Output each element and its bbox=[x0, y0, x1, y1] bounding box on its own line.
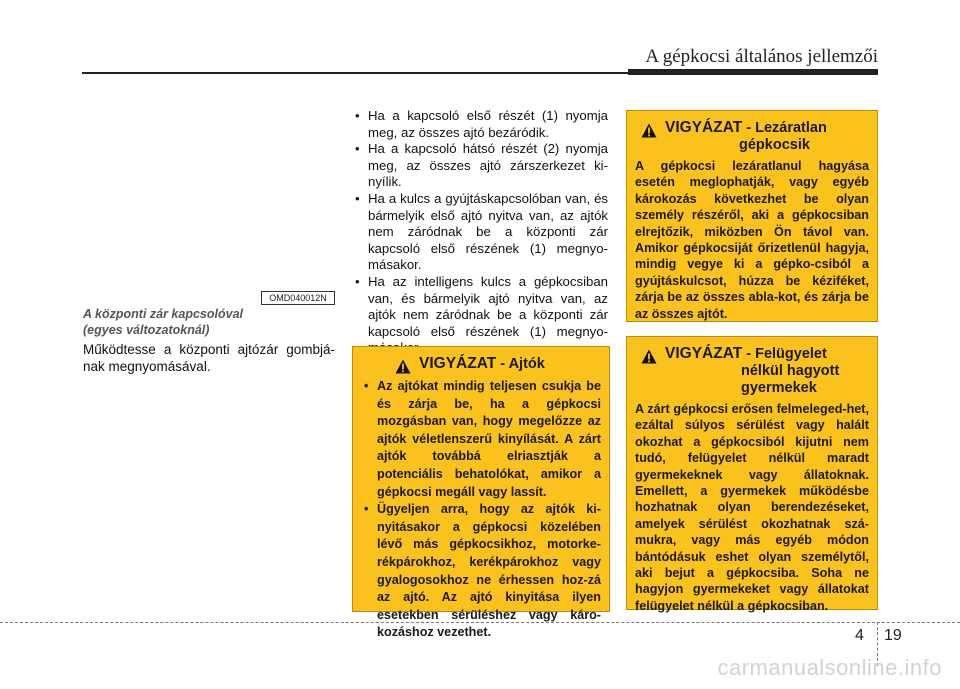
warning-triangle-icon bbox=[641, 123, 657, 138]
warning-box-unlocked-vehicles bbox=[626, 110, 878, 322]
list-item: • Ha a kapcsoló első részét (1) nyomja meg, az összes ajtó bezáródik. bbox=[352, 108, 608, 141]
warning-title-main: VIGYÁZAT bbox=[665, 345, 743, 362]
warning-title-sub2: nélkül hagyott bbox=[741, 363, 840, 379]
section-caption bbox=[83, 306, 333, 338]
warning-title-main: VIGYÁZAT bbox=[665, 119, 743, 136]
warning-title-main: VIGYÁZAT bbox=[419, 355, 497, 372]
caption-line-2: (egyes változatoknál) bbox=[83, 323, 210, 337]
list-item: • Ha a kulcs a gyújtáskapcsolóban van, és bármelyik első ajtó nyitva van, az ajtók nem záródnak be a központi zár kapcsoló első részének (1) megnyo-másakor. bbox=[352, 191, 608, 274]
watermark: carmanualsonline.info bbox=[717, 655, 942, 680]
warning-triangle-icon bbox=[395, 359, 411, 374]
warning-title-sub: - Lezáratlan bbox=[742, 120, 827, 136]
list-item: • Ha a kapcsoló hátsó részét (2) nyomja meg, az összes ajtó zárszerkezet ki-nyílik. bbox=[352, 141, 608, 191]
footer-rule bbox=[0, 622, 960, 623]
warning-list bbox=[361, 378, 601, 642]
list-item: • Ha az intelligens kulcs a gépkocsiban van, és bármelyik ajtó nyitva van, az ajtók nem záródnak be a központi zár kapcsoló első részének (1) megnyo- bbox=[352, 274, 608, 357]
warning-title-sub: - Felügyelet bbox=[742, 346, 827, 362]
warning-title bbox=[419, 355, 545, 373]
caption-line-1: A központi zár kapcsolóval bbox=[83, 307, 243, 321]
page-header-title: A gépkocsi általános jellemzői bbox=[645, 46, 878, 67]
warning-title bbox=[665, 119, 827, 154]
figure-code: OMD040012N bbox=[261, 291, 335, 305]
list-item: • Az ajtókat mindig teljesen csukja be és zárja be, ha a gépkocsi mozgásban van, hogy megelőzze az ajtók véletlenszerű kinyílását. A zárt ajtók továbbá elriasztják a potenciális behatolókat, amikor a gépkocsi megáll vagy lassít. bbox=[361, 378, 601, 501]
warning-header bbox=[635, 345, 869, 397]
chapter-number: 4 bbox=[855, 627, 864, 644]
warning-triangle-icon bbox=[641, 349, 657, 364]
warning-box-doors bbox=[352, 346, 610, 640]
warning-header bbox=[389, 355, 601, 374]
warning-title bbox=[665, 345, 839, 397]
instruction-list bbox=[352, 108, 608, 357]
warning-title-sub: - Ajtók bbox=[496, 356, 545, 372]
warning-text: A zárt gépkocsi erősen felmeleged-het, ezáltal súlyos sérülést vagy halált okozhat a gépkocsiból kijutni nem tudó, felügyelet nélkül maradt gyermekeknek vagy állatoknak. Emellett, a gyermekek működésbe hozhatnak olyan berendezéseket, amelyek sérülést okozhatnak szá-mukra, vagy más egyéb módon bántódásuk eshet olyan személytől, aki bejut a gépkocsiba. Soha ne hagyjon gyermekeket vagy állatokat felügyelet nélkül a gépkocsiban. bbox=[635, 402, 869, 613]
warning-text: A gépkocsi lezáratlanul hagyása esetén meglophatják, vagy egyéb károkozás következhet be olyan személy részéről, aki a gépkocsiban elrejtőzik, miközben Ön távol van. Amikor gépkocsiját őrizetlenül hagyja, mindig vegye ki a gépko-csiból a gyújtáskulcsot, húzza be kéziféket, zárja be az összes abla-kot, és zárja be az összes ajtót. bbox=[635, 159, 869, 321]
page-number: 19 bbox=[884, 627, 902, 644]
warning-title-sub3: gyermekek bbox=[741, 380, 817, 396]
warning-box-unattended-children bbox=[626, 336, 878, 613]
list-item: • Ügyeljen arra, hogy az ajtók ki-nyitásakor a gépkocsi közelében lévő más gépkocsikhoz, motorke-rékpárokhoz, kerékpárokhoz vagy gyalogosokhoz ne érhessen hoz-zá az ajtó. Az ajtó kinyitása ilyen esetekben sérüléshez vagy káro-kozáshoz vezethet. bbox=[361, 501, 601, 642]
warning-header bbox=[635, 119, 869, 154]
warning-title-sub2: gépkocsik bbox=[739, 137, 810, 153]
header-bar bbox=[628, 69, 878, 75]
section-body-text: Működtesse a központi ajtózár gombjá-nak megnyomásával. bbox=[83, 342, 335, 374]
